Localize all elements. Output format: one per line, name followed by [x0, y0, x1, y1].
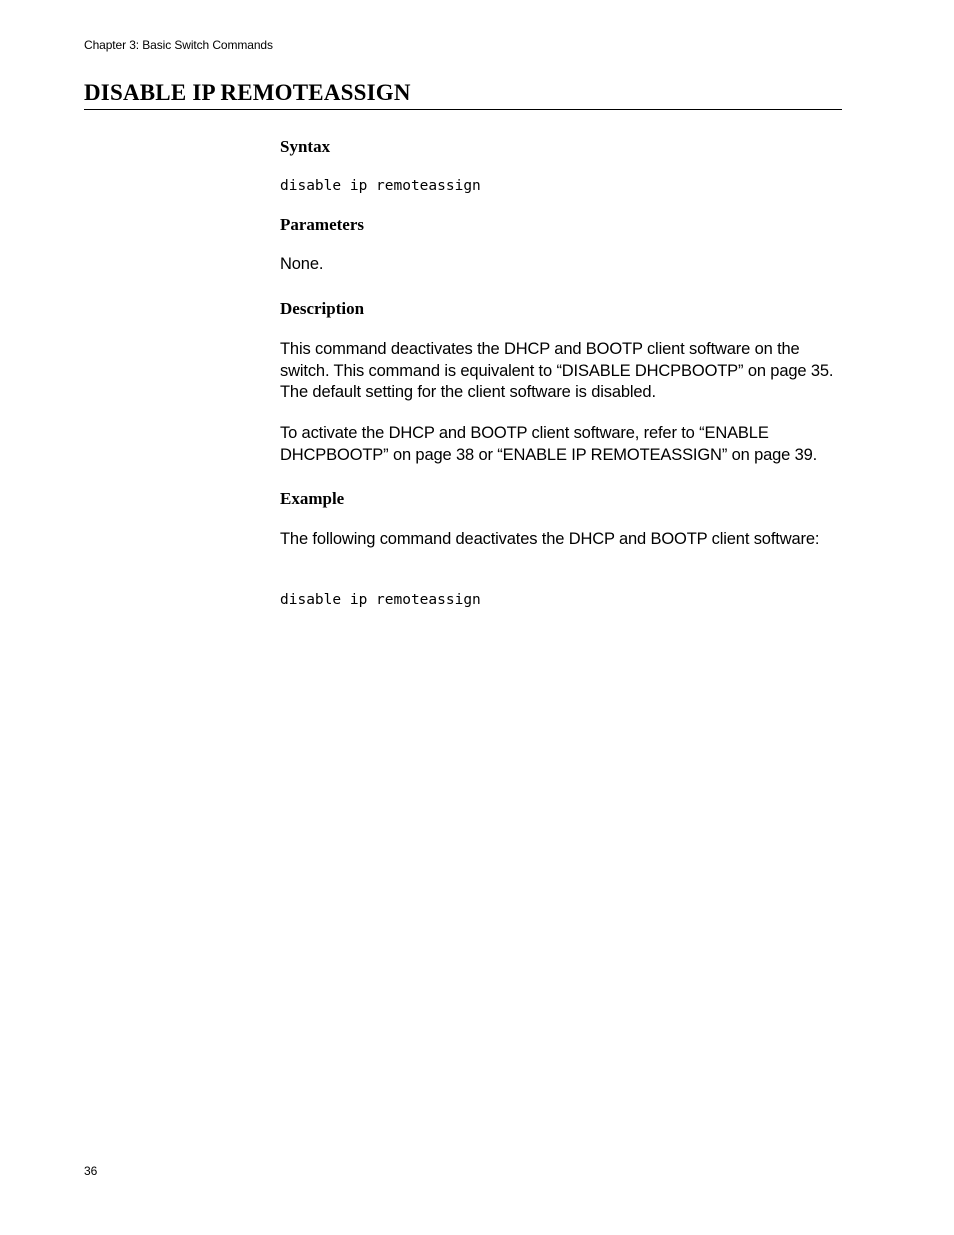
page-title: DISABLE IP REMOTEASSIGN: [84, 80, 411, 105]
syntax-heading: Syntax: [280, 137, 331, 156]
example-text: The following command deactivates the DHCP and BOOTP client software:: [280, 530, 820, 548]
syntax-code: disable ip remoteassign: [280, 178, 481, 194]
parameters-text: None.: [280, 255, 324, 273]
description-paragraph-1: This command deactivates the DHCP and BOOTP client software on the switch. This command is equivalent to “DISABLE DHCPBOOTP” on page 35. The default setting for the client software is disabled.: [280, 340, 834, 401]
parameters-heading: Parameters: [280, 215, 365, 234]
description-paragraph-2: To activate the DHCP and BOOTP client software, refer to “ENABLE DHCPBOOTP” on page 38 or “ENABLE IP REMOTEASSIGN” on page 39.: [280, 424, 818, 464]
description-heading: Description: [280, 299, 365, 318]
title-rule: [84, 109, 842, 110]
example-code: disable ip remoteassign: [280, 592, 481, 608]
running-header: Chapter 3: Basic Switch Commands: [84, 38, 273, 52]
page-number: 36: [84, 1164, 98, 1178]
example-heading: Example: [280, 489, 345, 508]
